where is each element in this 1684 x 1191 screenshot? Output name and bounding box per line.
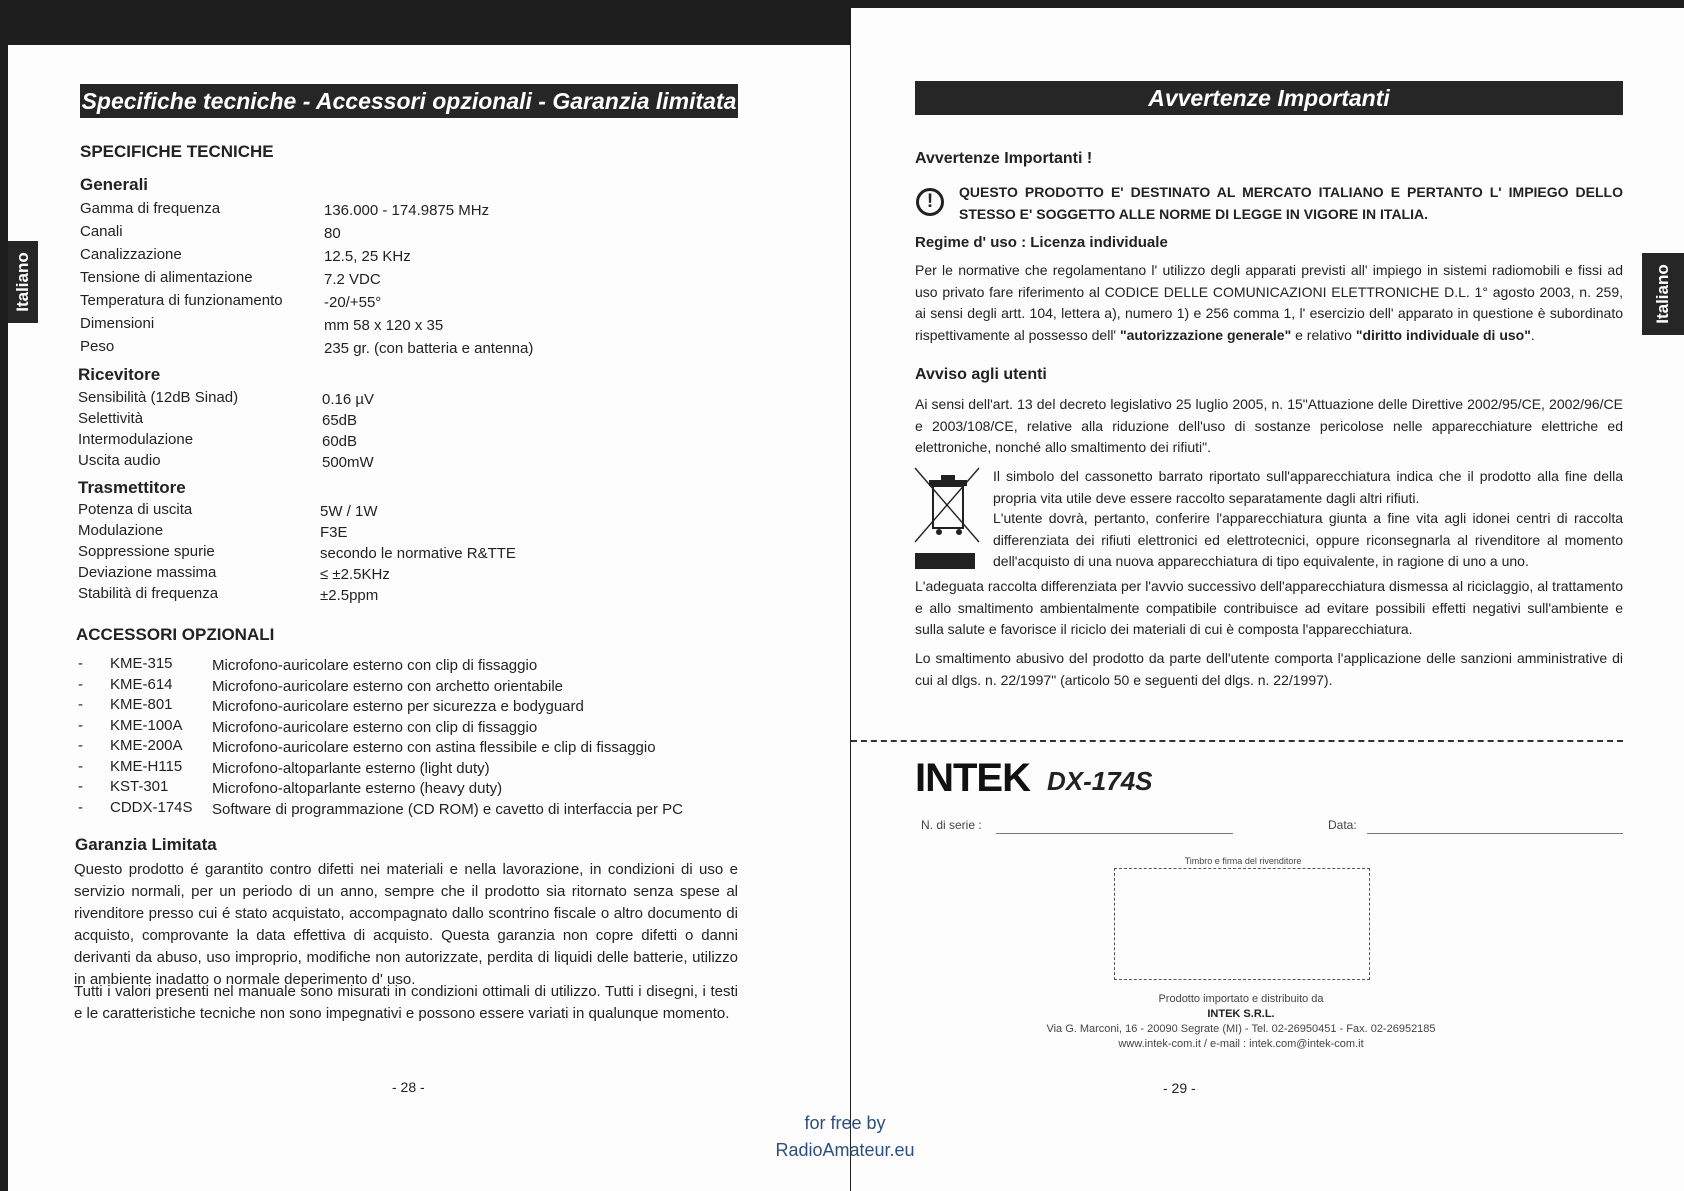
spec-label: Temperatura di funzionamento [80,292,283,309]
spec-value: -20/+55° [324,294,382,311]
right-side-tab: Italiano [1642,253,1684,335]
stamp-box [1114,868,1370,980]
garanzia-paragraph-1: Questo prodotto é garantito contro difetti nei materiali e nella lavorazione, in condizioni di uso e servizio normali, per un periodo di un anno, sempre che il prodotto sia ritornato senza spese al rivenditore presso cui é stato acquistato, accompagnato dallo scontrino fiscale o altro documento di acquisto, comprovante la data effettiva di acquisto. Questa garanzia non copre difetti o danni derivanti da abuso, uso improprio, modifiche non autorizzate, perdita di liquidi delle batterie, utilizzo in ambiente inadatto o normale deperimento d' uso. [74,861,738,988]
accessory-description: Software di programmazione (CD ROM) e cavetto di interfaccia per PC [212,800,684,818]
accessory-code: KME-614 [110,675,173,693]
right-page [851,8,1684,1191]
accessory-code: KME-200A [110,737,183,754]
spec-label: Potenza di uscita [78,501,193,518]
avviso-paragraph-3: L'utente dovrà, pertanto, conferire l'apparecchiatura giunta a fine vita agli idonei centri di raccolta differenziata dei rifiuti elettronici ed elettrotecnici, oppure riconsegnarla al rivenditore al momento dell'acquisto di una nuova apparecchiatura di tipo equivalente, in ragione di uno a uno. [993,510,1623,569]
accessory-description: Microfono-auricolare esterno con astina flessibile e clip di fissaggio [212,739,656,756]
accessory-description: Microfono-auricolare esterno per sicurezza e bodyguard [212,698,584,715]
spec-label: Soppressione spurie [78,543,215,560]
bin-black-bar [915,553,975,569]
spec-value: 7.2 VDC [324,271,381,288]
accessory-code: KME-H115 [110,757,183,775]
avviso-paragraph-5: Lo smaltimento abusivo del prodotto da parte dell'utente comporta l'applicazione delle sanzioni amministrative di cui al dlgs. n. 22/1997" (articolo 50 e seguenti del dlgs. n. 22/1997). [915,650,1623,688]
spec-value: ±2.5ppm [320,587,379,604]
trasmettitore-heading: Trasmettitore [78,478,186,497]
watermark-line-2: RadioAmateur.eu [775,1140,915,1160]
spec-label: Uscita audio [78,452,161,469]
spec-label: Peso [80,338,115,355]
importer-line: Prodotto importato e distribuito da [1158,993,1324,1005]
generali-heading: Generali [80,175,149,194]
accessory-bullet: - [78,737,83,754]
warning-text: QUESTO PRODOTTO E' DESTINATO AL MERCATO ITALIANO E PERTANTO L' IMPIEGO DELLO STESSO E' SOGGETTO ALLE NORME DI LEGGE IN VIGORE IN ITALIA. [959,184,1623,222]
accessory-bullet: - [78,655,83,672]
importer-web: www.intek-com.it / e-mail : intek.com@intek-com.it [1118,1038,1364,1050]
spec-value: 235 gr. (con batteria e antenna) [324,340,534,357]
garanzia-heading: Garanzia Limitata [75,835,217,854]
spec-value: 80 [324,225,341,242]
model-name: DX-174S [1047,766,1153,796]
date-line [1367,833,1623,834]
spec-label: Sensibilità (12dB Sinad) [78,389,239,406]
accessory-description: Microfono-altoparlante esterno (light duty) [212,759,490,777]
importer-name: INTEK S.R.L. [1207,1008,1275,1020]
accessory-code: KME-315 [110,655,173,672]
spec-label: Canalizzazione [80,246,182,263]
spec-value: 60dB [322,433,358,450]
accessori-heading: ACCESSORI OPZIONALI [76,625,275,644]
crossed-bin-icon [911,464,983,554]
garanzia-paragraph-2: Tutti i valori presenti nel manuale sono misurati in condizioni ottimali di utilizzo. Tutti i disegni, i testi e le caratteristiche tecniche non sono impegnativi e possono essere variati in qualunque momento. [74,983,738,1022]
avviso-paragraph-2: Il simbolo del cassonetto barrato riportato sull'apparecchiatura indica che il prodotto alla fine della propria vita utile deve essere raccolto separatamente dagli altri rifiuti. [993,468,1623,506]
spec-value: 0.16 µV [322,391,375,408]
spec-label: Gamma di frequenza [80,200,221,217]
spec-value: 12.5, 25 KHz [324,248,411,265]
serial-line [996,833,1233,834]
spec-label: Canali [80,223,123,240]
accessory-code: KME-801 [110,696,173,713]
importer-address: Via G. Marconi, 16 - 20090 Segrate (MI) - Tel. 02-26950451 - Fax. 02-26952185 [1046,1023,1436,1035]
serial-label: N. di serie : [921,818,982,832]
spec-heading: SPECIFICHE TECNICHE [80,142,274,161]
accessory-bullet: - [78,675,83,693]
accessory-description: Microfono-altoparlante esterno (heavy duty) [212,780,503,797]
right-page-number: - 29 - [1163,1080,1196,1096]
accessory-bullet: - [78,798,83,816]
left-banner: Specifiche tecniche - Accessori opzionali - Garanzia limitata [80,84,738,118]
spec-label: Stabilità di frequenza [78,585,219,602]
warning-icon: ! [916,188,944,216]
spec-value: 5W / 1W [320,503,378,520]
accessory-code: CDDX-174S [110,798,193,816]
spec-value: ≤ ±2.5KHz [320,566,390,583]
accessory-code: KME-100A [110,716,183,734]
accessory-bullet: - [78,716,83,734]
spec-value: 136.000 - 174.9875 MHz [324,202,490,219]
spec-value: 500mW [322,454,374,471]
avviso-paragraph-1: Ai sensi dell'art. 13 del decreto legislativo 25 luglio 2005, n. 15"Attuazione delle Direttive 2002/95/CE, 2002/96/CE e 2003/108/CE, relative alla riduzione dell'uso di sostanze pericolose nelle apparecchiature elettriche ed elettroniche, nonché allo smaltimento dei rifiuti". [915,396,1623,455]
left-page-number: - 28 - [392,1079,425,1095]
warnings-heading: Avvertenze Importanti ! [915,150,1093,167]
avviso-heading: Avviso agli utenti [915,366,1047,383]
accessory-code: KST-301 [110,778,169,795]
avviso-paragraph-4: L'adeguata raccolta differenziata per l'avvio successivo dell'apparecchiatura dismessa al riciclaggio, al trattamento e allo smaltimento ambientalmente compatibile contribuisce ad evitare possibili effetti negativi sull'ambiente e sulla salute e favorisce il riciclo dei materiali di cui è composta l'apparecchiatura. [915,578,1623,637]
spec-label: Intermodulazione [78,431,194,448]
ricevitore-heading: Ricevitore [78,365,161,384]
dashed-separator [851,740,1623,742]
spec-label: Dimensioni [80,315,155,332]
spec-value: F3E [320,524,348,541]
spec-value: mm 58 x 120 x 35 [324,317,444,334]
regime-paragraph: Per le normative che regolamentano l' utilizzo degli apparati previsti all' impiego in sistemi radiomobili e fissi ad uso privato fare riferimento al CODICE DELLE COMUNICAZIONI ELETTRONICHE D.L. 1° agosto 2003, n. 259, ai sensi degli artt. 104, lettera a), numero 1) e 256 comma 1, l' esercizio dell' apparato in questione è subordinato rispettivamente al possesso dell' "autorizzazione generale" e relativo "diritto individuale di uso". [915,262,1623,343]
left-page [8,45,850,1191]
right-banner: Avvertenze Importanti [915,81,1623,115]
intek-logo: INTEK [915,756,1030,800]
watermark [735,1110,955,1164]
date-label: Data: [1328,818,1357,832]
spec-label: Modulazione [78,522,164,539]
stamp-label: Timbro e firma del rivenditore [1184,856,1302,866]
regime-heading: Regime d' uso : Licenza individuale [915,234,1168,251]
accessory-bullet: - [78,696,83,713]
accessory-description: Microfono-auricolare esterno con clip di fissaggio [212,718,538,736]
accessory-bullet: - [78,757,83,775]
spec-value: secondo le normative R&TTE [320,545,516,562]
left-side-tab: Italiano [8,241,38,323]
watermark-line-1: for free by [804,1113,886,1133]
spec-label: Tensione di alimentazione [80,269,253,286]
spec-label: Deviazione massima [78,564,217,581]
accessory-description: Microfono-auricolare esterno con archetto orientabile [212,677,564,695]
accessory-description: Microfono-auricolare esterno con clip di fissaggio [212,657,538,674]
spec-value: 65dB [322,412,358,429]
accessory-bullet: - [78,778,83,795]
spec-label: Selettività [78,410,144,427]
